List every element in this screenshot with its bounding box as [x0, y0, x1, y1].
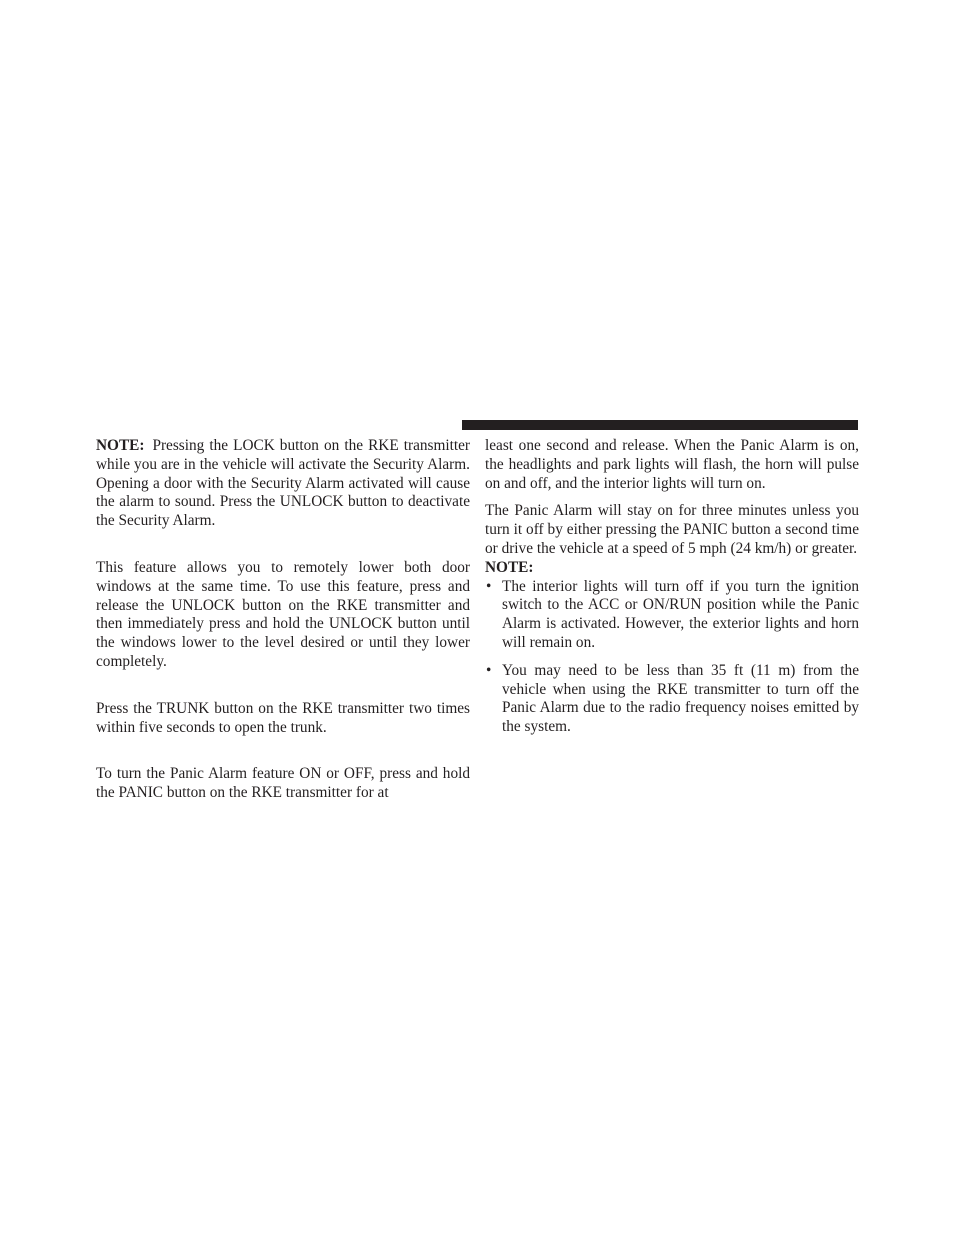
remote-windows-paragraph: This feature allows you to remotely lower both door windows at the same time. To use this feature, press and release the UNLOCK button on the RKE transmitter and then immediately press and hold the UNLOCK button until the windows lower to the level desired or until they lower completely. [96, 558, 470, 670]
bullet-icon: • [486, 661, 492, 679]
note-label: NOTE: [96, 437, 145, 454]
panic-alarm-paragraph-end: least one second and release. When the Panic Alarm is on, the headlights and park lights will flash, the horn will pulse on and off, and the interior lights will turn on. [485, 437, 859, 492]
bullet-text: You may need to be less than 35 ft (11 m) from the vehicle when using the RKE transmitter to turn off the Panic Alarm due to the radio frequency noises emitted by the system. [502, 661, 859, 736]
note-bullet-list [485, 578, 859, 737]
bullet-text: The interior lights will turn off if you turn the ignition switch to the ACC or ON/RUN position while the Panic Alarm is activated. However, the exterior lights and horn will remain on. [502, 577, 859, 651]
panic-alarm-duration-paragraph: The Panic Alarm will stay on for three minutes unless you turn it off by either pressing the PANIC button a second time or drive the vehicle at a speed of 5 mph (24 km/h) or greater. [485, 502, 859, 557]
list-item [485, 578, 859, 653]
section-header-bar [462, 420, 858, 430]
panic-alarm-paragraph-start: To turn the Panic Alarm feature ON or OFF, press and hold the PANIC button on the RKE transmitter for at [96, 765, 470, 802]
trunk-release-paragraph: Press the TRUNK button on the RKE transmitter two times within five seconds to open the trunk. [96, 699, 470, 736]
note-text: Pressing the LOCK button on the RKE transmitter while you are in the vehicle will activate the Security Alarm. Opening a door with the Security Alarm activated will cause the alarm to sound. Press the UNLOCK button to deactivate the Security Alarm. [96, 437, 470, 530]
list-item [485, 662, 859, 737]
security-alarm-note [96, 437, 470, 531]
right-column [485, 437, 859, 737]
bullet-icon: • [486, 577, 492, 595]
note-heading: NOTE: [485, 558, 534, 576]
left-column [96, 437, 470, 803]
